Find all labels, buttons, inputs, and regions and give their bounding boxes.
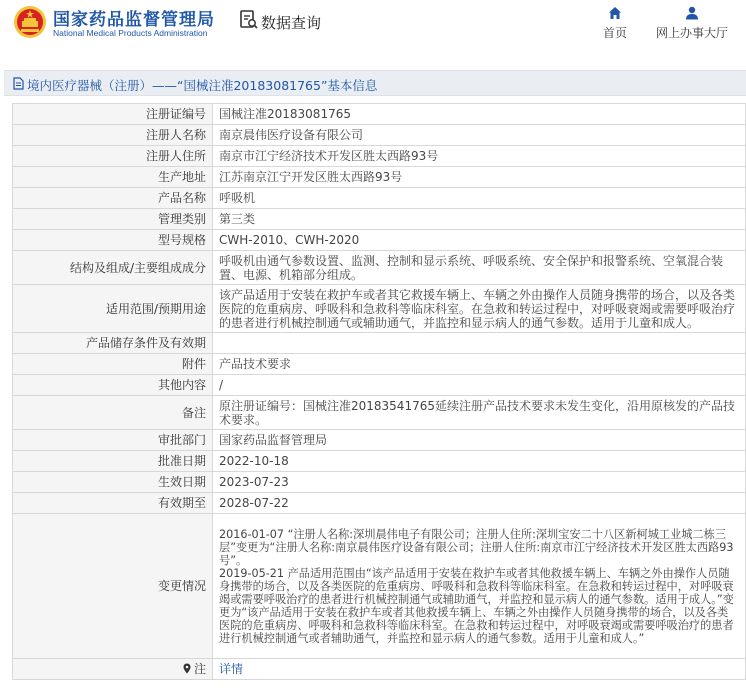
user-icon xyxy=(685,6,699,20)
row-value: 原注册证编号：国械注准20183541765延续注册产品技术要求未发生变化，沿用原核发的产品技术要求。 xyxy=(213,396,746,430)
home-icon xyxy=(608,6,622,20)
row-value: CWH-2010、CWH-2020 xyxy=(213,230,746,251)
table-row xyxy=(13,451,746,472)
row-label: 结构及组成/主要组成成分 xyxy=(13,251,213,285)
row-label: 生产地址 xyxy=(13,167,213,188)
row-label: 有效期至 xyxy=(13,493,213,514)
row-label: 型号规格 xyxy=(13,230,213,251)
breadcrumb-text: 境内医疗器械（注册）——“国械注准20183081765”基本信息 xyxy=(27,78,378,93)
table-row xyxy=(13,430,746,451)
document-icon xyxy=(13,77,24,90)
row-label xyxy=(13,659,213,680)
table-row xyxy=(13,493,746,514)
row-value xyxy=(213,333,746,354)
note-label: 注 xyxy=(193,662,206,676)
table-row xyxy=(13,514,746,659)
table-row xyxy=(13,333,746,354)
table-row xyxy=(13,146,746,167)
row-value: 该产品适用于安装在救护车或者其它救援车辆上、车辆之外由操作人员随身携带的场合，以及各类医院的危重病房、呼吸科和急救科等临床科室。在急救和转运过程中，对呼吸衰竭或需要呼吸治疗的患者进行机械控制通气或辅助通气，并监控和显示病人的通气参数。适用于儿童和成人。 xyxy=(213,285,746,333)
row-label: 产品储存条件及有效期 xyxy=(13,333,213,354)
table-row xyxy=(13,659,746,680)
table-row xyxy=(13,396,746,430)
row-label: 审批部门 xyxy=(13,430,213,451)
row-value: 南京市江宁经济技术开发区胜太西路93号 xyxy=(213,146,746,167)
row-label: 注册人名称 xyxy=(13,125,213,146)
row-label: 附件 xyxy=(13,354,213,375)
row-label: 注册证编号 xyxy=(13,104,213,125)
row-value: 呼吸机 xyxy=(213,188,746,209)
nav-online-office[interactable] xyxy=(652,6,732,41)
brand-subtitle: National Medical Products Administration xyxy=(53,28,208,38)
nav-office-label: 网上办事大厅 xyxy=(655,26,728,40)
brand-title: 国家药品监督管理局 xyxy=(53,10,215,30)
row-label: 其他内容 xyxy=(13,375,213,396)
row-value: / xyxy=(213,375,746,396)
row-label: 生效日期 xyxy=(13,472,213,493)
document-search-icon xyxy=(240,10,258,30)
row-label: 批准日期 xyxy=(13,451,213,472)
table-row xyxy=(13,209,746,230)
row-label: 适用范围/预期用途 xyxy=(13,285,213,333)
location-pin-icon xyxy=(183,663,191,674)
row-value: 产品技术要求 xyxy=(213,354,746,375)
row-value: 国家药品监督管理局 xyxy=(213,430,746,451)
row-label: 管理类别 xyxy=(13,209,213,230)
row-value: 2016-01-07 “注册人名称:深圳晨伟电子有限公司；注册人住所:深圳宝安二十八区新柯城工业城二栋三层”变更为“注册人名称:南京晨伟医疗设备有限公司；注册人住所:南京市江宁经济技术开发区胜太西路93号”。 2019-05-21 产品适用范围由“该产品适用于安装在救护车或者其他救援车辆上、车辆之外由操作人员随身携带的场合，以及各类医院的危重病房、呼吸科和急救科等临床科室。在急救和转运过程中，对呼吸衰竭或需要呼吸治疗的患者进行机械控制通气或辅助通气，并监控和显示病人的通气参数。适用于成人。”变更为“该产品适用于安装在救护车或者其他救援车辆上、车辆之外由操作人员随身携带的场合，以及各类医院的危重病房、呼吸科和急救科等临床科室。在急救和转运过程中，对呼吸衰竭或需要呼吸治疗的患者进行机械控制通气或者辅助通气，并监控和显示病人的通气参数。适用于儿童和成人。” xyxy=(213,514,746,659)
table-row xyxy=(13,125,746,146)
table-row xyxy=(13,375,746,396)
nav-home[interactable] xyxy=(600,6,630,41)
table-row xyxy=(13,104,746,125)
table-row xyxy=(13,251,746,285)
row-value: 2028-07-22 xyxy=(213,493,746,514)
row-value: 呼吸机由通气参数设置、监测、控制和显示系统、呼吸系统、安全保护和报警系统、空氧混合装置、电源、机箱部分组成。 xyxy=(213,251,746,285)
row-label: 注册人住所 xyxy=(13,146,213,167)
row-value: 2023-07-23 xyxy=(213,472,746,493)
details-link[interactable]: 详情 xyxy=(219,662,244,676)
table-row xyxy=(13,167,746,188)
app-title: 数据查询 xyxy=(261,14,322,32)
nav-home-label: 首页 xyxy=(602,26,627,40)
top-header xyxy=(0,0,746,44)
table-row xyxy=(13,230,746,251)
row-label: 备注 xyxy=(13,396,213,430)
table-row xyxy=(13,188,746,209)
row-value: 第三类 xyxy=(213,209,746,230)
row-value: 2022-10-18 xyxy=(213,451,746,472)
row-label: 产品名称 xyxy=(13,188,213,209)
table-row xyxy=(13,354,746,375)
row-label: 变更情况 xyxy=(13,514,213,659)
registration-info-table xyxy=(12,103,746,680)
table-row xyxy=(13,285,746,333)
row-value: 国械注准20183081765 xyxy=(213,104,746,125)
table-row xyxy=(13,472,746,493)
row-value: 南京晨伟医疗设备有限公司 xyxy=(213,125,746,146)
breadcrumb xyxy=(4,70,746,96)
national-emblem-icon xyxy=(13,5,47,39)
row-value: 江苏南京江宁开发区胜太西路93号 xyxy=(213,167,746,188)
